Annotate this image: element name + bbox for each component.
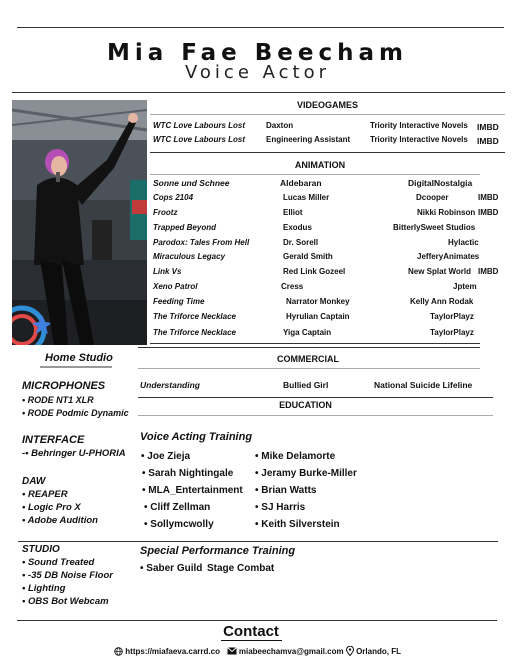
studio-item: • OBS Bot Webcam bbox=[22, 596, 109, 607]
videogames-bottom-rule bbox=[150, 152, 505, 153]
education-top-rule bbox=[138, 397, 493, 398]
videogame-imdb-link[interactable]: IMBD bbox=[477, 122, 499, 132]
animation-role: Gerald Smith bbox=[283, 252, 333, 261]
special-training-item: Stage Combat bbox=[207, 563, 275, 574]
daw-item: • Logic Pro X bbox=[22, 502, 81, 513]
animation-studio: Dcooper bbox=[416, 193, 449, 202]
animation-studio: Jptem bbox=[453, 282, 477, 291]
animation-studio: Nikki Robinson bbox=[417, 208, 476, 217]
location-text: Orlando, FL bbox=[356, 647, 401, 657]
commercial-top-rule bbox=[138, 347, 480, 348]
map-pin-icon bbox=[346, 646, 354, 658]
animation-title: Cops 2104 bbox=[153, 193, 194, 202]
animation-heading: ANIMATION bbox=[294, 160, 346, 170]
home-studio-heading: Home Studio bbox=[45, 352, 113, 364]
studio-item: • Lighting bbox=[22, 583, 66, 594]
animation-role: Lucas Miller bbox=[283, 193, 330, 202]
animation-studio: DigitalNostalgia bbox=[408, 178, 473, 188]
animation-role: Hyrulian Captain bbox=[286, 312, 350, 321]
animation-role: Cress bbox=[281, 282, 304, 291]
website-link[interactable]: https://miafaeva.carrd.co bbox=[125, 647, 220, 657]
animation-studio: TaylorPlayz bbox=[430, 328, 474, 337]
contact-row bbox=[0, 646, 515, 658]
animation-role: Yiga Captain bbox=[283, 328, 332, 337]
studio-item: • Sound Treated bbox=[22, 557, 95, 568]
vo-training-heading: Voice Acting Training bbox=[140, 431, 253, 443]
commercial-heading: COMMERCIAL bbox=[277, 354, 339, 364]
training-item: • Brian Watts bbox=[255, 485, 317, 496]
commercial-title: Understanding bbox=[140, 380, 200, 390]
videogame-imdb-link[interactable]: IMBD bbox=[477, 136, 499, 146]
microphone-item: • RODE Podmic Dynamic bbox=[22, 408, 129, 418]
animation-role: Narrator Monkey bbox=[286, 297, 350, 306]
animation-studio: New Splat World bbox=[408, 267, 471, 276]
contact-heading-underline bbox=[221, 640, 282, 641]
actor-title: Voice Actor bbox=[185, 62, 330, 83]
training-item: • Jeramy Burke-Miller bbox=[255, 468, 357, 479]
home-studio-rule bbox=[40, 366, 112, 368]
animation-role: Elliot bbox=[283, 208, 303, 217]
animation-imdb-link[interactable]: IMBD bbox=[478, 193, 499, 202]
animation-imdb-link[interactable]: IMBD bbox=[478, 267, 499, 276]
animation-title: Feeding Time bbox=[153, 297, 205, 306]
training-item: • Sarah Nightingale bbox=[142, 468, 234, 479]
videogame-title: WTC Love Labours Lost bbox=[153, 121, 245, 130]
studio-top-rule bbox=[18, 541, 498, 542]
daw-heading: DAW bbox=[22, 476, 46, 487]
training-item: • MLA_Entertainment bbox=[142, 485, 243, 496]
contact-top-rule bbox=[17, 620, 497, 621]
microphone-item: • RODE NT1 XLR bbox=[22, 395, 94, 405]
animation-title: Miraculous Legacy bbox=[153, 252, 226, 261]
training-item: • SJ Harris bbox=[255, 502, 306, 513]
header-bottom-rule bbox=[12, 92, 505, 93]
envelope-icon bbox=[227, 647, 237, 657]
training-item: • Sollymcwolly bbox=[144, 519, 214, 530]
contact-heading: Contact bbox=[223, 623, 279, 640]
interface-item: -• Behringer U-PHORIA bbox=[22, 448, 126, 459]
animation-title: Trapped Beyond bbox=[153, 223, 216, 232]
education-rule bbox=[138, 415, 493, 416]
animation-role: Dr. Sorell bbox=[283, 238, 319, 247]
training-item: • Cliff Zellman bbox=[144, 502, 211, 513]
headshot-photo bbox=[12, 100, 147, 345]
daw-item: • REAPER bbox=[22, 489, 68, 500]
studio-item: • -35 DB Noise Floor bbox=[22, 570, 113, 581]
animation-studio: BitterlySweet Studios bbox=[393, 223, 476, 232]
animation-title: Parodox: Tales From Hell bbox=[153, 238, 250, 247]
training-item: • Mike Delamorte bbox=[255, 451, 336, 462]
daw-item: • Adobe Audition bbox=[22, 515, 98, 526]
commercial-rule bbox=[138, 368, 480, 369]
actor-name: Mia Fae Beecham bbox=[106, 40, 408, 66]
animation-title: The Triforce Necklace bbox=[153, 328, 237, 337]
animation-studio: Hylactic bbox=[448, 238, 479, 247]
videogames-rule bbox=[150, 114, 505, 115]
animation-role: Red Link Gozeel bbox=[283, 267, 346, 276]
training-item: • Keith Silverstein bbox=[255, 519, 340, 530]
special-training-item: • Saber Guild bbox=[140, 563, 203, 574]
animation-title: The Triforce Necklace bbox=[153, 312, 237, 321]
email-link[interactable]: miabeechamva@gmail.com bbox=[238, 647, 344, 657]
globe-icon bbox=[114, 647, 123, 658]
commercial-role: Bullied Girl bbox=[283, 380, 329, 390]
animation-title: Sonne und Schnee bbox=[153, 178, 230, 188]
performer-photo-image bbox=[12, 100, 147, 345]
commercial-client: National Suicide Lifeline bbox=[374, 380, 473, 390]
videogame-studio: Triority Interactive Novels bbox=[370, 135, 468, 144]
studio-heading: STUDIO bbox=[22, 544, 60, 555]
videogames-heading: VIDEOGAMES bbox=[296, 100, 358, 110]
microphones-heading: MICROPHONES bbox=[22, 380, 106, 392]
animation-studio: Kelly Ann Rodak bbox=[410, 297, 474, 306]
videogame-role: Daxton bbox=[266, 121, 294, 130]
top-rule bbox=[17, 27, 504, 28]
special-training-heading: Special Performance Training bbox=[140, 545, 296, 557]
interface-heading: INTERFACE bbox=[22, 434, 85, 446]
animation-studio: TaylorPlayz bbox=[430, 312, 474, 321]
videogame-studio: Triority Interactive Novels bbox=[370, 121, 468, 130]
animation-bottom-rule bbox=[150, 343, 480, 344]
animation-studio: JefferyAnimates bbox=[417, 252, 480, 261]
animation-rule bbox=[150, 174, 480, 175]
animation-role: Exodus bbox=[283, 223, 312, 232]
animation-title: Xeno Patrol bbox=[153, 282, 198, 291]
videogame-title: WTC Love Labours Lost bbox=[153, 135, 245, 144]
education-heading: EDUCATION bbox=[279, 400, 332, 410]
animation-title: Frootz bbox=[153, 208, 178, 217]
animation-imdb-link[interactable]: IMBD bbox=[478, 208, 499, 217]
animation-title: Link Vs bbox=[153, 267, 182, 276]
videogame-role: Engineering Assistant bbox=[266, 135, 351, 144]
training-item: • Joe Zieja bbox=[141, 451, 191, 462]
animation-role: Aldebaran bbox=[280, 178, 322, 188]
